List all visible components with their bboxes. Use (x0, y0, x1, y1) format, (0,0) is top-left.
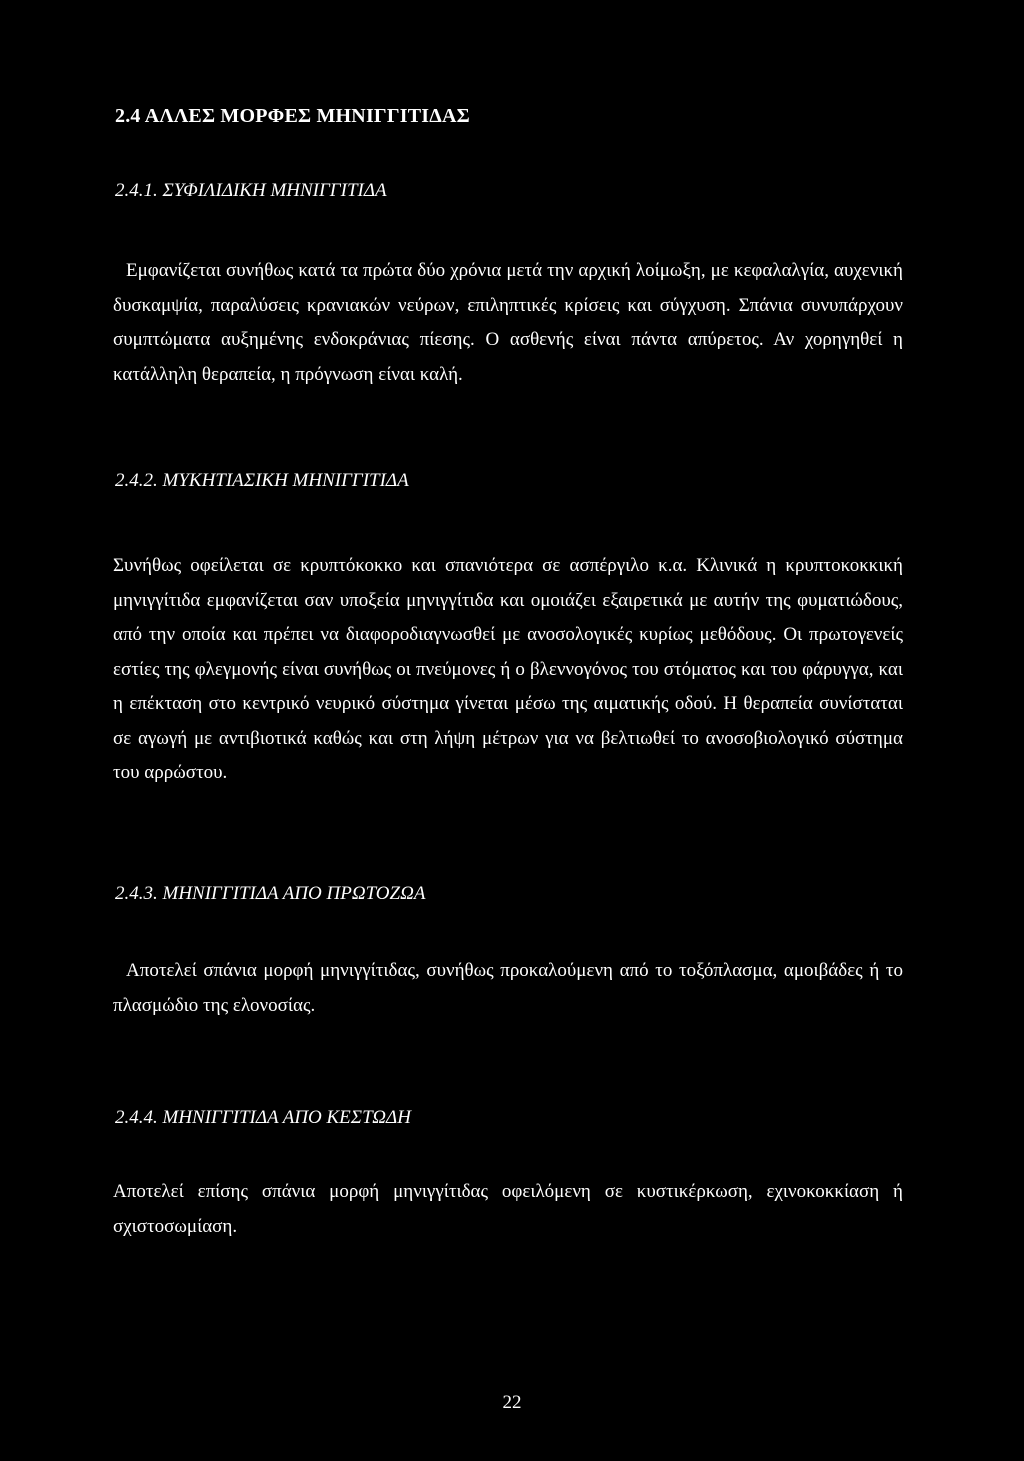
paragraph-syphilitic: Εμφανίζεται συνήθως κατά τα πρώτα δύο χρόνια μετά την αρχική λοίμωξη, με κεφαλαλγία, αυχενική δυσκαμψία, παραλύσεις κρανιακών νεύρων, επιληπτικές κρίσεις και σύγχυση. Σπάνια συνυπάρχουν συμπτώματα αυξημένης ενδοκράνιας πίεσης. Ο ασθενής είναι πάντα απύρετος. Αν χορηγηθεί η κατάλληλη θεραπεία, η πρόγνωση είναι καλή. (113, 260, 903, 385)
paragraph-cestodes: Αποτελεί επίσης σπάνια μορφή μηνιγγίτιδας οφειλόμενη σε κυστικέρκωση, εχινοκοκκίαση ή σχιστοσωμίαση. (113, 1181, 903, 1237)
subsection-title-cestodes: 2.4.4. ΜΗΝΙΓΓΙΤΙΔΑ ΑΠΟ ΚΕΣΤΩΔΗ (115, 1107, 411, 1128)
subsection-title-syphilitic: 2.4.1. ΣΥΦΙΛΙΔΙΚΗ ΜΗΝΙΓΓΙΤΙΔΑ (115, 180, 387, 201)
subsection-title-protozoa: 2.4.3. ΜΗΝΙΓΓΙΤΙΔΑ ΑΠΟ ΠΡΩΤΟΖΩΑ (115, 883, 426, 904)
paragraph-fungal: Συνήθως οφείλεται σε κρυπτόκοκκο και σπανιότερα σε ασπέργιλο κ.α. Κλινικά η κρυπτοκοκκική μηνιγγίτιδα εμφανίζεται σαν υποξεία μηνιγγίτιδα και ομοιάζει εξαιρετικά με αυτήν της φυματιώδους, από την οποία και πρέπει να διαφοροδιαγνωσθεί με ανοσολογικές κυρίως μεθόδους. Οι πρωτογενείς εστίες της φλεγμονής είναι συνήθως οι πνεύμονες ή ο βλεννογόνος του στόματος και του φάρυγγα, και η επέκταση στο κεντρικό νευρικό σύστημα γίνεται μέσω της αιματικής οδού. Η θεραπεία συνίσταται σε αγωγή με αντιβιοτικά καθώς και στη λήψη μέτρων για να βελτιωθεί το ανοσοβιολογικό σύστημα του αρρώστου. (113, 555, 903, 783)
page-number: 22 (502, 1392, 522, 1413)
paragraph-protozoa: Αποτελεί σπάνια μορφή μηνιγγίτιδας, συνήθως προκαλούμενη από το τοξόπλασμα, αμοιβάδες ή το πλασμώδιο της ελονοσίας. (113, 960, 903, 1016)
section-heading: 2.4 ΑΛΛΕΣ ΜΟΡΦΕΣ ΜΗΝΙΓΓΙΤΙΔΑΣ (115, 105, 470, 127)
subsection-title-fungal: 2.4.2. ΜΥΚΗΤΙΑΣΙΚΗ ΜΗΝΙΓΓΙΤΙΔΑ (115, 470, 409, 491)
